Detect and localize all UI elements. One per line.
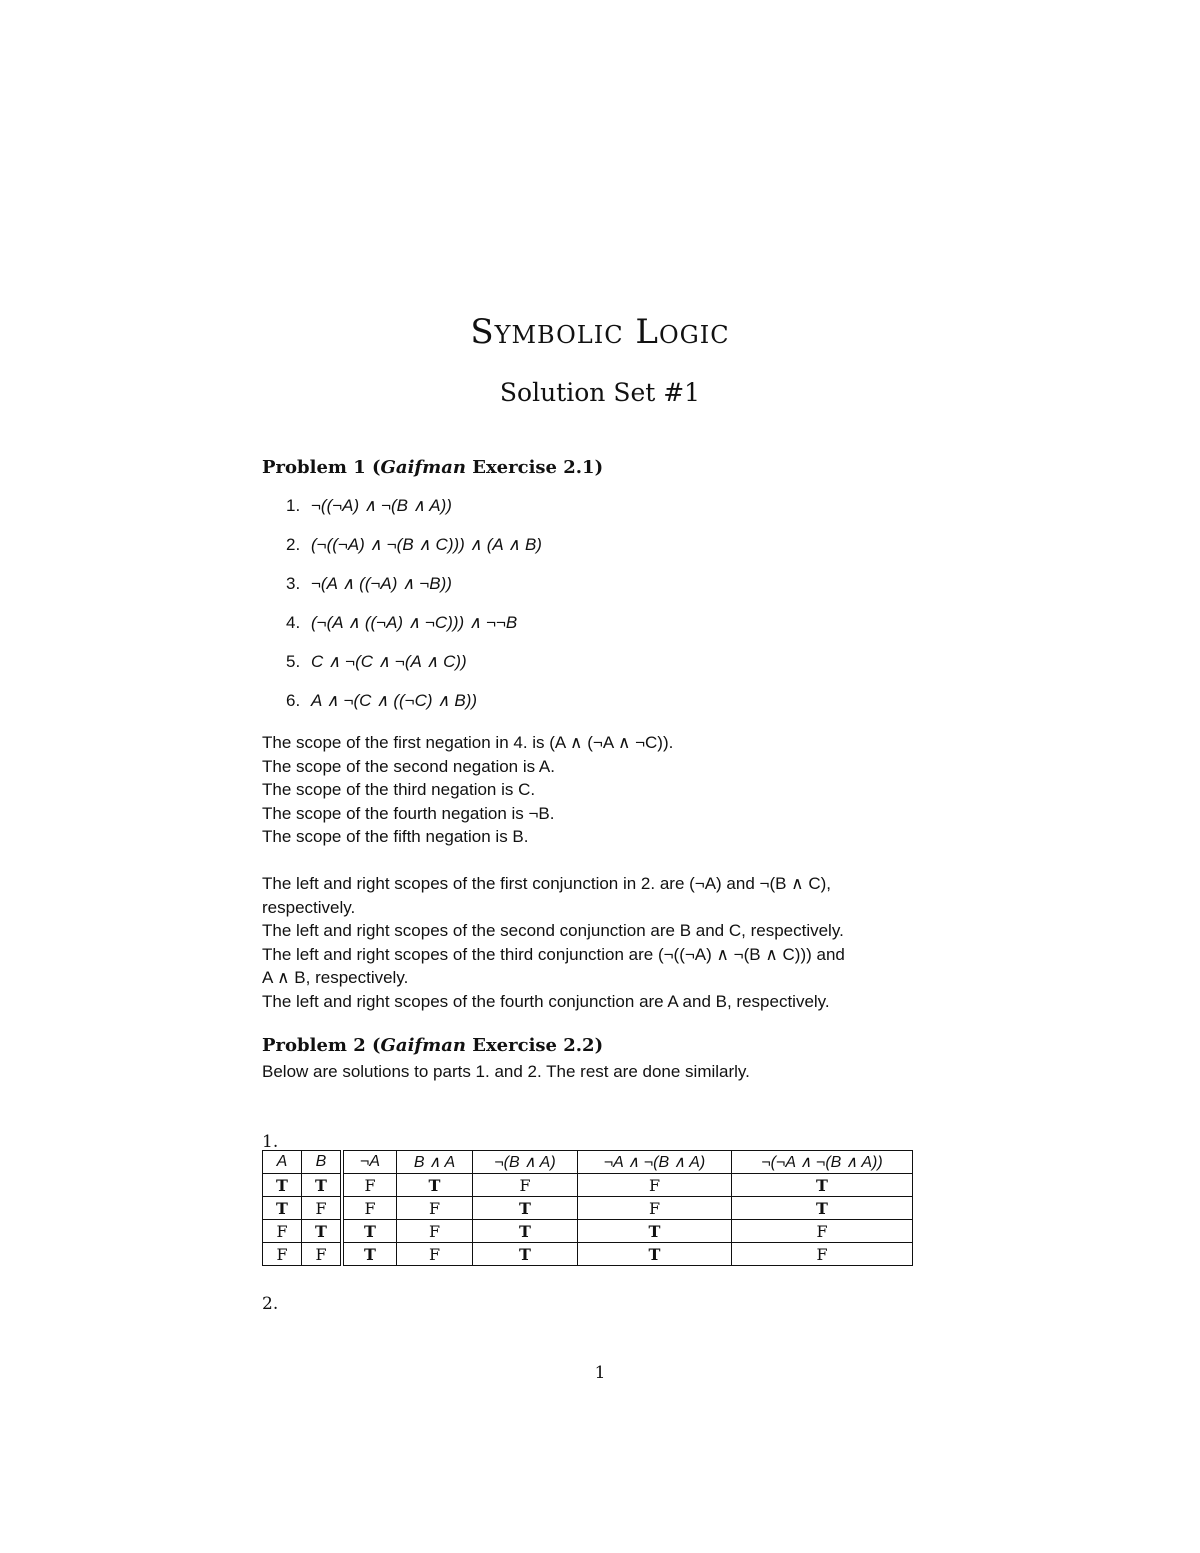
table-cell: T [342,1220,397,1243]
table-cell: F [342,1197,397,1220]
table-cell: T [473,1197,578,1220]
formula-item [286,652,467,672]
header-cell: ¬A ∧ ¬(B ∧ A) [578,1151,732,1174]
formula-item [286,535,542,555]
table-cell: T [578,1220,732,1243]
table-cell: T [732,1174,913,1197]
table-row [263,1197,913,1220]
truth-table-header-row [263,1151,913,1174]
scope-line: The scope of the second negation is A. [262,756,555,776]
problem-2-heading-rest: Exercise 2.2) [465,1035,604,1056]
formula-expression: (¬((¬A) ∧ ¬(B ∧ C))) ∧ (A ∧ B) [311,535,542,554]
table-row [263,1243,913,1266]
table-cell: F [263,1220,302,1243]
scope-line: The scope of the first negation in 4. is (A ∧ (¬A ∧ ¬C)). [262,733,674,752]
formula-expression: (¬(A ∧ ((¬A) ∧ ¬C))) ∧ ¬¬B [311,613,518,632]
table-cell: F [578,1174,732,1197]
table-cell: F [732,1243,913,1266]
problem-1-heading-rest: Exercise 2.1) [465,457,604,478]
table-cell: F [397,1197,473,1220]
formula-number: 5. [286,652,301,671]
table-cell: T [302,1174,343,1197]
problem-2-intro-text: Below are solutions to parts 1. and 2. The rest are done similarly. [262,1062,750,1081]
table-cell: F [397,1243,473,1266]
scope-line: The scope of the third negation is C. [262,780,536,799]
formula-item [286,613,517,633]
table-cell: T [342,1243,397,1266]
part-2-label: 2. [262,1294,279,1314]
formula-expression: ¬(A ∧ ((¬A) ∧ ¬B)) [311,574,452,593]
conjunction-scopes-paragraph [262,872,962,1013]
table-cell: F [473,1174,578,1197]
formula-number: 3. [286,574,301,593]
table-cell: T [397,1174,473,1197]
table-cell: F [732,1220,913,1243]
problem-2-heading [262,1035,603,1056]
conjunction-line: The left and right scopes of the third conjunction are (¬((¬A) ∧ ¬(B ∧ C))) and [262,944,845,964]
table-cell: F [342,1174,397,1197]
formula-expression: C ∧ ¬(C ∧ ¬(A ∧ C)) [311,652,467,671]
table-cell: T [302,1220,343,1243]
negation-scopes-paragraph [262,731,962,849]
truth-table [262,1150,913,1266]
table-cell: T [263,1197,302,1220]
page-number: 1 [594,1363,606,1383]
header-cell: ¬(B ∧ A) [473,1151,578,1174]
table-cell: F [263,1243,302,1266]
conjunction-line: A ∧ B, respectively. [262,968,409,987]
problem-1-heading [262,457,603,478]
problem-1-heading-author: Gaifman [380,457,466,478]
table-cell: T [732,1197,913,1220]
formula-number: 6. [286,691,301,710]
formula-item [286,496,452,516]
header-cell: ¬A [342,1151,397,1174]
formula-number: 4. [286,613,301,632]
table-cell: F [397,1220,473,1243]
table-cell: T [578,1243,732,1266]
problem-2-heading-author: Gaifman [380,1035,466,1056]
formula-expression: ¬((¬A) ∧ ¬(B ∧ A)) [311,496,452,515]
formula-expression: A ∧ ¬(C ∧ ((¬C) ∧ B)) [311,691,478,710]
document-title: Symbolic Logic [470,312,730,352]
conjunction-line: The left and right scopes of the fourth conjunction are A and B, respectively. [262,991,830,1011]
table-cell: F [302,1243,343,1266]
formula-item [286,691,477,711]
table-cell: T [473,1220,578,1243]
formula-item [286,574,452,594]
problem-2-intro [262,1060,962,1084]
table-cell: F [302,1197,343,1220]
conjunction-line: The left and right scopes of the first conjunction in 2. are (¬A) and ¬(B ∧ C), [262,874,832,893]
problem-1-heading-bold: Problem 1 ( [262,457,381,478]
header-cell: B ∧ A [397,1151,473,1174]
header-cell: A [263,1151,302,1174]
conjunction-line: The left and right scopes of the second conjunction are B and C, respectively. [262,921,844,940]
part-1-label: 1. [262,1132,279,1152]
header-cell: B [302,1151,343,1174]
formula-number: 1. [286,496,301,515]
table-row [263,1220,913,1243]
scope-line: The scope of the fourth negation is ¬B. [262,803,555,823]
table-cell: F [578,1197,732,1220]
header-cell: ¬(¬A ∧ ¬(B ∧ A)) [732,1151,913,1174]
table-row [263,1174,913,1197]
problem-2-heading-bold: Problem 2 ( [262,1035,381,1056]
table-cell: T [263,1174,302,1197]
table-cell: T [473,1243,578,1266]
conjunction-line: respectively. [262,897,356,917]
scope-line: The scope of the fifth negation is B. [262,827,529,846]
document-subtitle: Solution Set #1 [499,378,701,407]
formula-number: 2. [286,535,301,554]
